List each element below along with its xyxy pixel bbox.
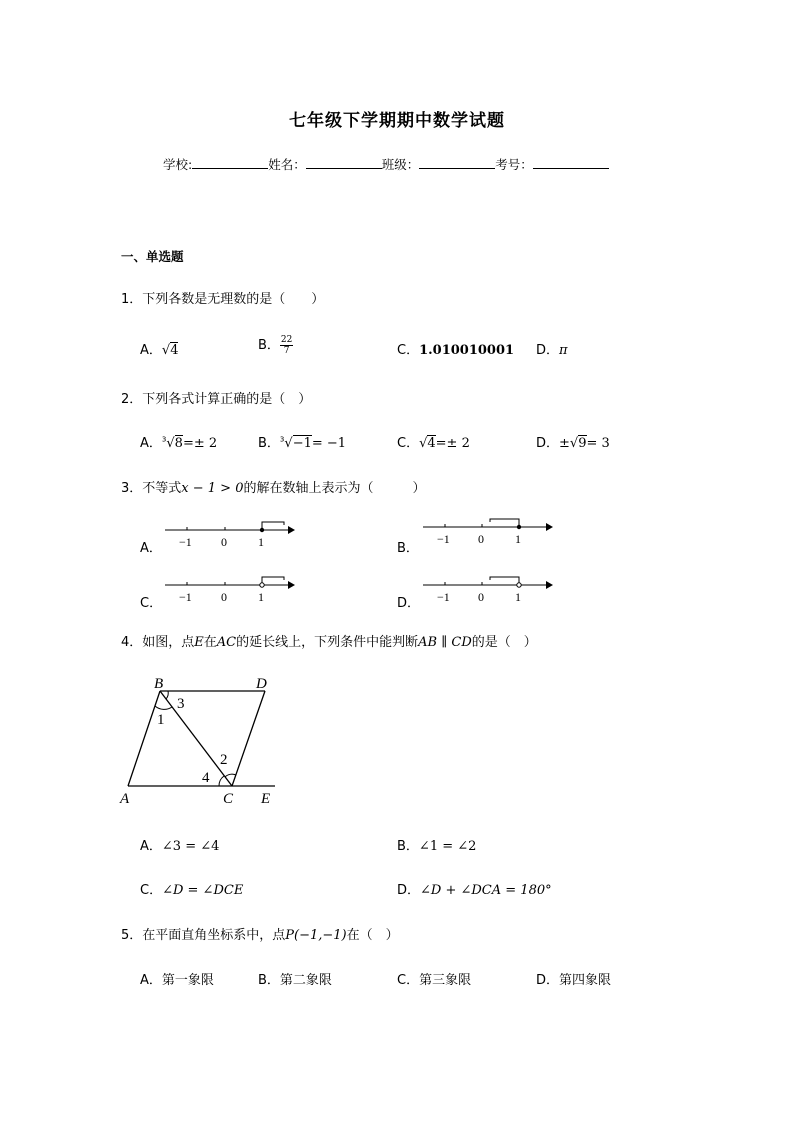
question-5-option-b: B．第二象限 <box>258 973 332 988</box>
section-heading: 一、单选题 <box>121 249 184 264</box>
svg-text:−1: −1 <box>437 532 450 546</box>
question-1-option-d: D．π <box>536 343 568 358</box>
svg-text:1: 1 <box>515 532 521 546</box>
question-4-option-b: B．∠1 = ∠2 <box>397 839 477 854</box>
svg-text:1: 1 <box>258 590 264 604</box>
student-info-line <box>163 155 609 173</box>
radicand: 4 <box>170 343 179 358</box>
number-line-d <box>418 573 558 609</box>
question-5-option-d: D．第四象限 <box>536 973 612 988</box>
number-line-b <box>418 515 558 551</box>
question-5-option-a: A．第一象限 <box>140 973 214 988</box>
solid-dot <box>260 528 264 532</box>
question-3-stem: 3．不等式x − 1 > 0的解在数轴上表示为（ ） <box>121 481 426 496</box>
page-title: 七年级下学期期中数学试题 <box>289 111 505 131</box>
question-2-option-d: D．±√9= 3 <box>536 436 610 451</box>
exam-no-blank <box>533 156 609 169</box>
school-blank <box>192 156 268 169</box>
svg-text:0: 0 <box>221 590 227 604</box>
question-2-option-b: B．$^3$√−1= −1 <box>258 435 347 451</box>
school-label: 学校: <box>163 157 193 172</box>
svg-text:−1: −1 <box>179 535 192 549</box>
question-3-option-d-label: D． <box>397 596 421 611</box>
solid-dot <box>517 525 521 529</box>
label-E: E <box>261 791 271 807</box>
question-2-option-c: C．√4=± 2 <box>397 436 470 451</box>
question-4-stem: 4．如图，点E在AC的延长线上，下列条件中能判断AB ∥ CD的是（ ） <box>121 635 537 650</box>
question-2-option-a: A．$^3$√8=± 2 <box>140 435 218 451</box>
class-label: 班级： <box>381 157 420 172</box>
geometry-figure <box>115 672 285 810</box>
question-1-option-c: C．1.010010001 <box>397 343 515 358</box>
question-3-option-b-label: B． <box>397 541 419 556</box>
hollow-dot <box>517 583 521 587</box>
number-line-a <box>160 518 300 554</box>
question-4-option-a: A．∠3 = ∠4 <box>140 839 220 854</box>
label-A: A <box>120 791 130 807</box>
svg-text:−1: −1 <box>179 590 192 604</box>
question-1-option-b: B． $\frac{22}{7}$ <box>258 335 293 356</box>
angle-label-2: 2 <box>220 752 228 768</box>
fraction: $\frac{22}{7}$ <box>280 335 293 356</box>
question-1-stem: 1．下列各数是无理数的是（ ） <box>121 292 325 307</box>
svg-text:0: 0 <box>478 590 484 604</box>
question-5-stem: 5．在平面直角坐标系中，点P(−1,−1)在（ ） <box>121 928 399 943</box>
question-2-stem: 2．下列各式计算正确的是（ ） <box>121 392 312 407</box>
question-3-option-a-label: A． <box>140 541 162 556</box>
class-blank <box>419 156 495 169</box>
angle-label-4: 4 <box>202 770 210 786</box>
angle-label-1: 1 <box>157 712 165 728</box>
name-blank <box>306 156 382 169</box>
question-4-option-d: D．∠D + ∠DCA = 180° <box>397 883 552 898</box>
question-4-option-c: C．∠D = ∠DCE <box>140 883 244 898</box>
hollow-dot <box>260 583 264 587</box>
label-B: B <box>154 676 164 692</box>
question-5-option-c: C．第三象限 <box>397 973 472 988</box>
svg-text:1: 1 <box>258 535 264 549</box>
sqrt-symbol: √ <box>161 343 171 358</box>
svg-text:−1: −1 <box>437 590 450 604</box>
label-D: D <box>256 676 267 692</box>
question-1-option-a: A．√4 <box>140 343 179 358</box>
angle-label-3: 3 <box>177 696 185 712</box>
name-label: 姓名： <box>268 157 306 172</box>
question-3-option-c-label: C． <box>140 596 163 611</box>
number-line-c <box>160 573 300 609</box>
svg-text:0: 0 <box>478 532 484 546</box>
svg-text:1: 1 <box>515 590 521 604</box>
label-C: C <box>223 791 234 807</box>
exam-no-label: 考号： <box>495 157 533 172</box>
svg-text:0: 0 <box>221 535 227 549</box>
